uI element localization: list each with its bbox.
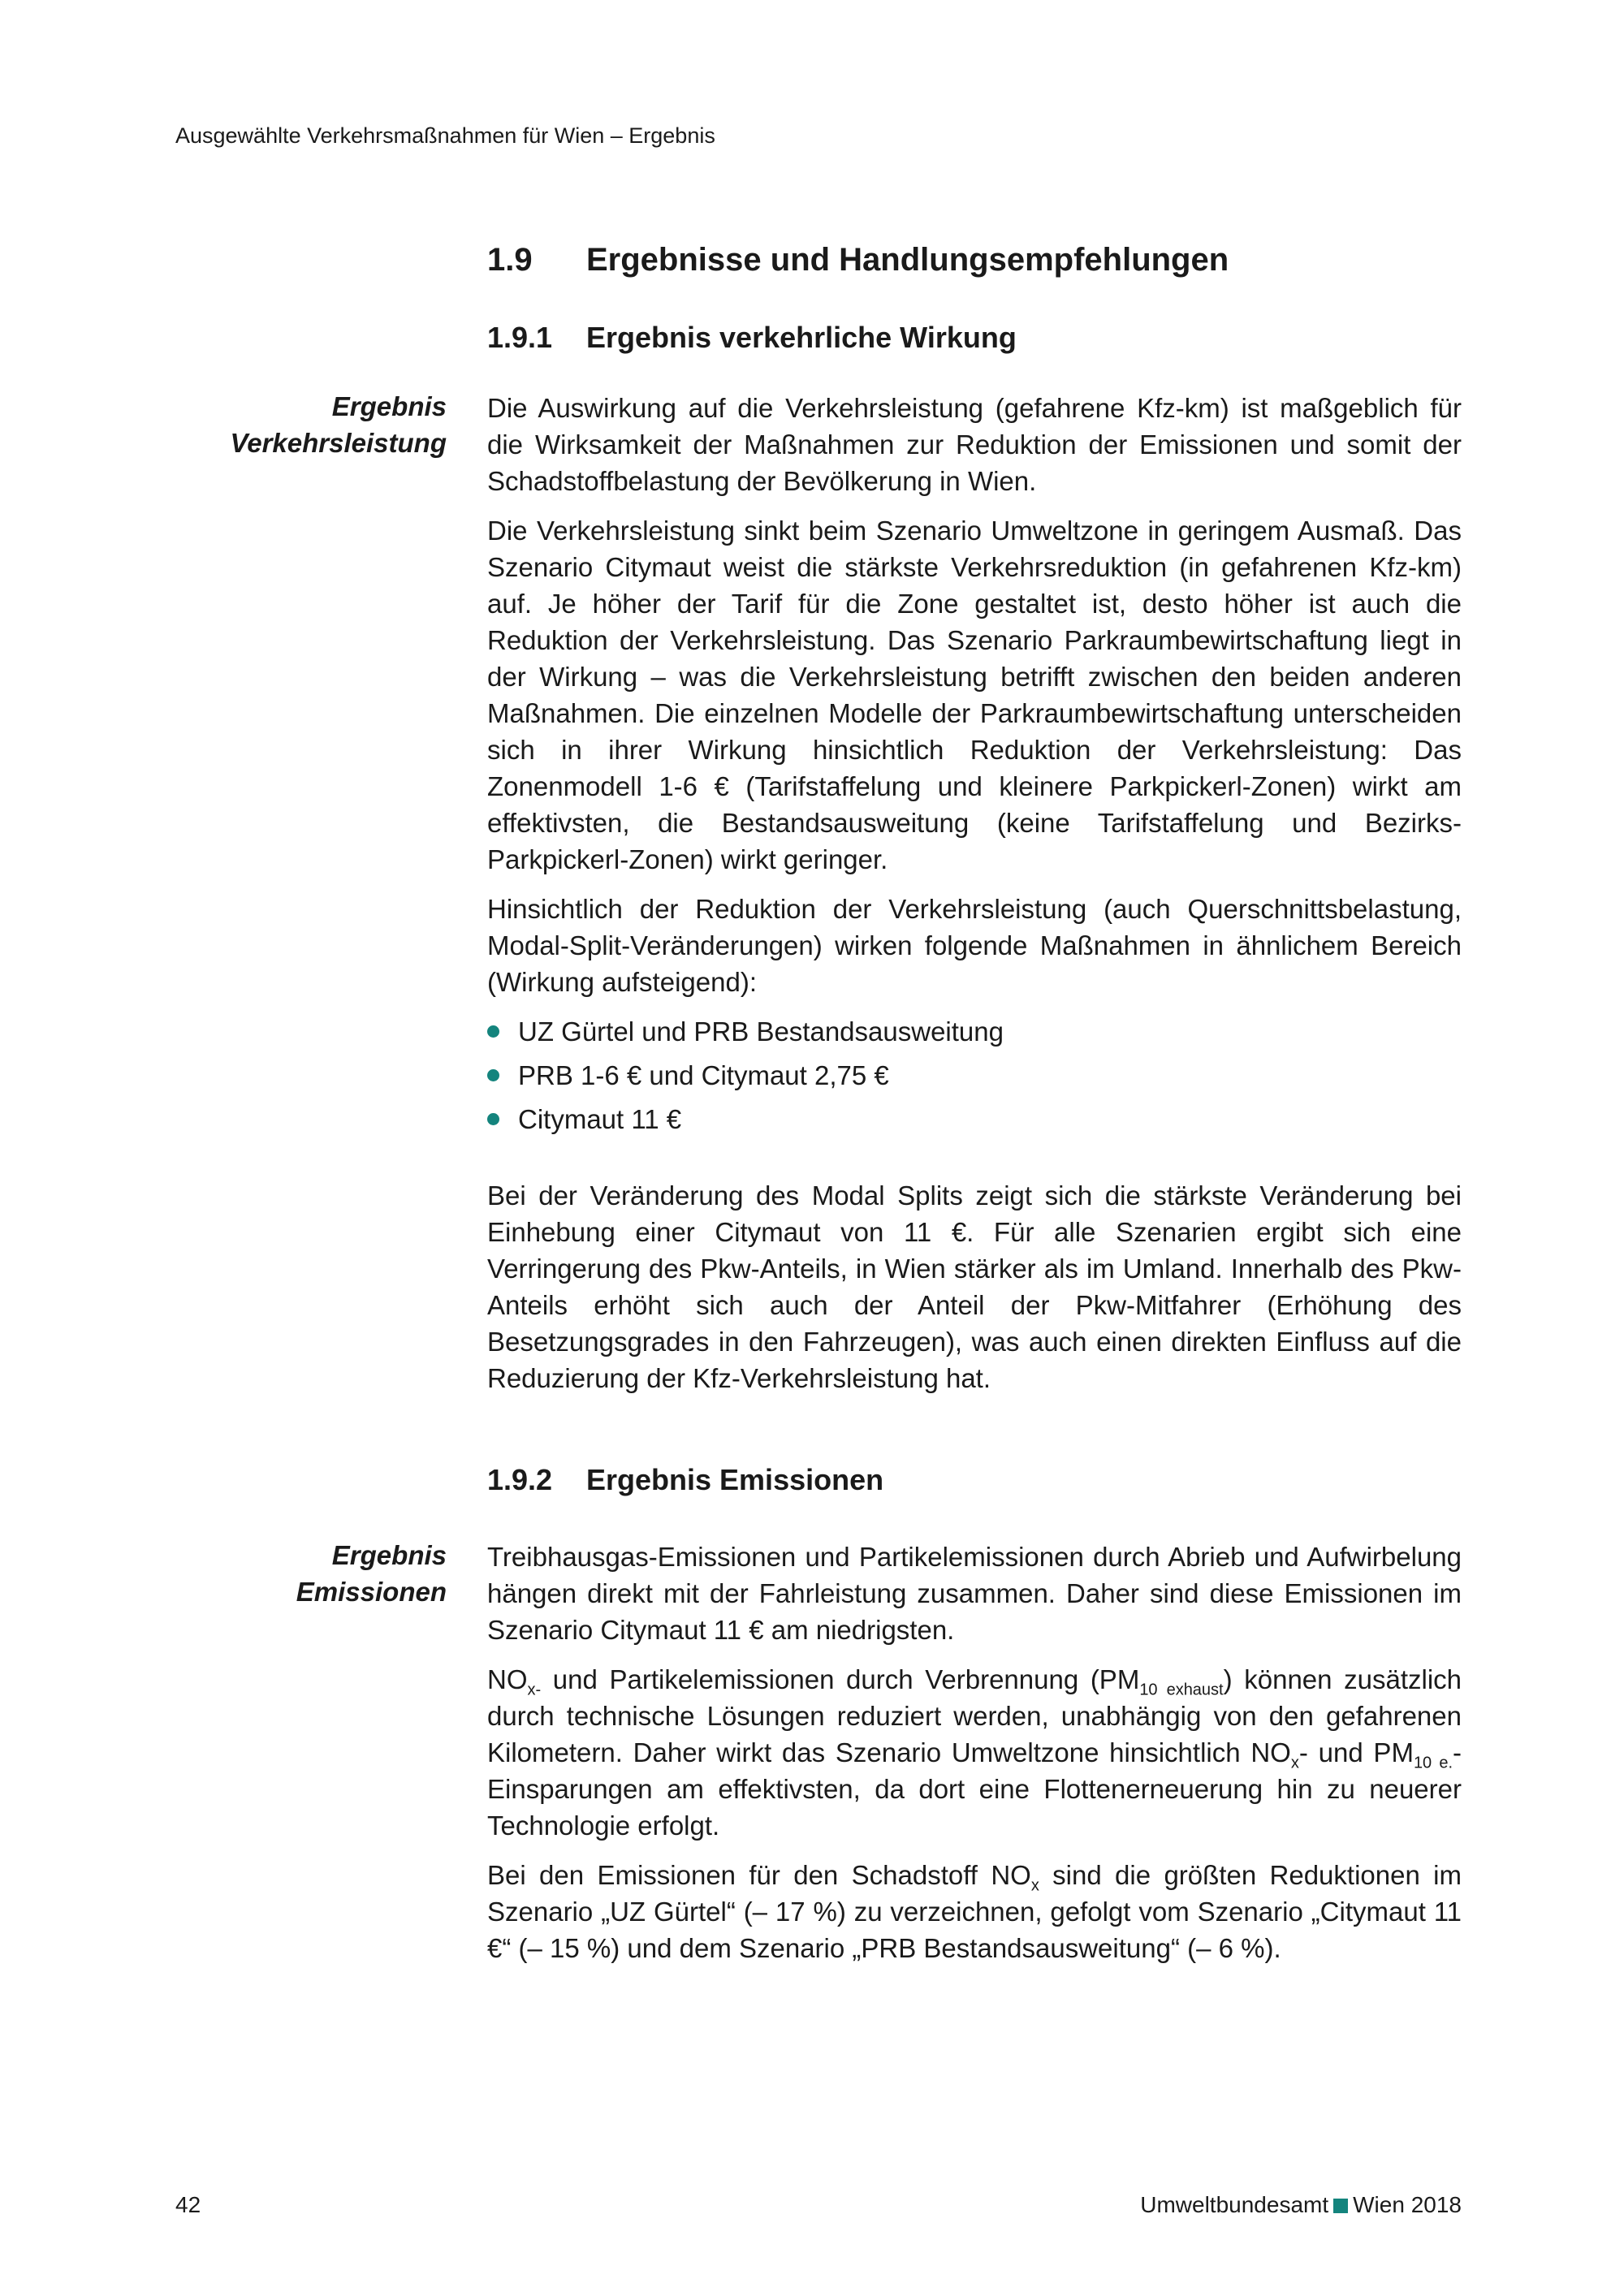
sidenote-verkehrsleistung [187,388,447,461]
paragraph: Bei der Veränderung des Modal Splits zeigt sich die stärkste Veränderung bei Einhebung einer Citymaut von 11 €. Für alle Szenarien ergibt sich eine Verringerung des Pkw-Anteils, in Wien stärker als im Umland. Innerhalb des Pkw-Anteils erhöht sich auch der Anteil der Pkw-Mitfahrer (Erhöhung des Besetzungsgrades in den Fahrzeugen), was auch einen direkten Einfluss auf die Reduzierung der Kfz-Verkehrsleistung hat. [487,1180,1462,1393]
paragraph: Hinsichtlich der Reduktion der Verkehrsleistung (auch Querschnittsbelastung, Modal-Split-Veränderungen) wirken folgende Maßnahmen in ähnlichem Bereich (Wirkung aufsteigend): [487,894,1462,997]
section-heading [487,240,1229,280]
bullet-dot [487,1069,499,1081]
subsection-title-2: Ergebnis Emissionen [586,1463,884,1496]
paragraph: Treibhausgas-Emissionen und Partikelemissionen durch Abrieb und Aufwirbelung hängen direkt mit der Fahrleistung zusammen. Daher sind diese Emissionen im Szenario Citymaut 11 € am niedrigsten. [487,1542,1462,1645]
running-header: Ausgewählte Verkehrsmaßnahmen für Wien – Ergebnis [175,123,715,148]
bullet-dot [487,1025,499,1038]
content-block-3 [487,1539,1462,1979]
bullet-list [487,1013,1462,1137]
list-item-text: PRB 1-6 € und Citymaut 2,75 € [518,1060,889,1090]
paragraph-nox: $NO_{x-}$ und Partikelemissionen durch Verbrennung $(PM_{10 exhaust})$ können zusätzlich durch technische Lösungen reduziert werden, unabhängig von den gefahrenen Kilometern. Daher wirkt das Szenario Umweltzone hinsichtlich $NO_x-$ und $PM_{10 e.}$-Einsparungen am effektivsten, da dort eine Flottenerneuerung hin zu neuerer Technologie erfolgt. [487,1664,1462,1841]
square-separator-icon [1333,2199,1348,2213]
section-number: 1.9 [487,242,533,278]
subsection-heading-1 [487,319,1017,356]
subsection-heading-2 [487,1461,883,1499]
paragraph: Die Auswirkung auf die Verkehrsleistung (gefahrene Kfz-km) ist maßgeblich für die Wirksamkeit der Maßnahmen zur Reduktion der Emissionen und somit der Schadstoffbelastung der Bevölkerung in Wien. [487,393,1462,496]
sidenote-emissionen [187,1537,447,1610]
list-item [487,1057,1462,1094]
page-number: 42 [175,2192,201,2217]
list-item-text: UZ Gürtel und PRB Bestandsausweitung [518,1016,1004,1047]
publisher-name: Umweltbundesamt [1140,2192,1329,2217]
sidenote-line: Emissionen [296,1577,447,1607]
subsection-title-1: Ergebnis verkehrliche Wirkung [586,321,1017,354]
list-item-text: Citymaut 11 € [518,1104,682,1134]
list-item [487,1101,1462,1137]
sidenote-line: Ergebnis [331,1540,447,1570]
sidenote-line: Verkehrsleistung [230,428,447,458]
list-item [487,1013,1462,1050]
paragraph: Die Verkehrsleistung sinkt beim Szenario Umweltzone in geringem Ausmaß. Das Szenario Citymaut weist die stärkste Verkehrsreduktion (in gefahrenen Kfz-km) auf. Je höher der Tarif für die Zone gestaltet ist, desto höher ist auch die Reduktion der Verkehrsleistung. Das Szenario Parkraumbewirtschaftung liegt in der Wirkung – was die Verkehrsleistung betrifft zwischen den beiden anderen Maßnahmen. Die einzelnen Modelle der Parkraumbewirtschaftung unterscheiden sich in ihrer Wirkung hinsichtlich Reduktion der Verkehrsleistung: Das Zonenmodell 1-6 € (Tarifstaffelung und kleinere Parkpickerl-Zonen) wirkt am effektivsten, die Bestandsausweitung (keine Tarifstaffelung und Bezirks-Parkpickerl-Zonen) wirkt geringer. [487,516,1462,874]
footer-publisher [1140,2192,1462,2218]
subsection-number-1: 1.9.1 [487,321,553,354]
sidenote-line: Ergebnis [331,391,447,421]
content-block-1 [487,390,1462,1145]
subsection-number-2: 1.9.2 [487,1463,553,1496]
section-title: Ergebnisse und Handlungsempfehlungen [586,242,1229,278]
bullet-dot [487,1113,499,1125]
place-year: Wien 2018 [1353,2192,1462,2217]
content-block-2 [487,1177,1462,1409]
paragraph-reductions: Bei den Emissionen für den Schadstoff $NO_x$ sind die größten Reduktionen im Szenario „UZ Gürtel“ (– 17 %) zu verzeichnen, gefolgt vom Szenario „Citymaut 11 €“ (– 15 %) und dem Szenario „PRB Bestandsausweitung“ (– 6 %). [487,1860,1462,1963]
